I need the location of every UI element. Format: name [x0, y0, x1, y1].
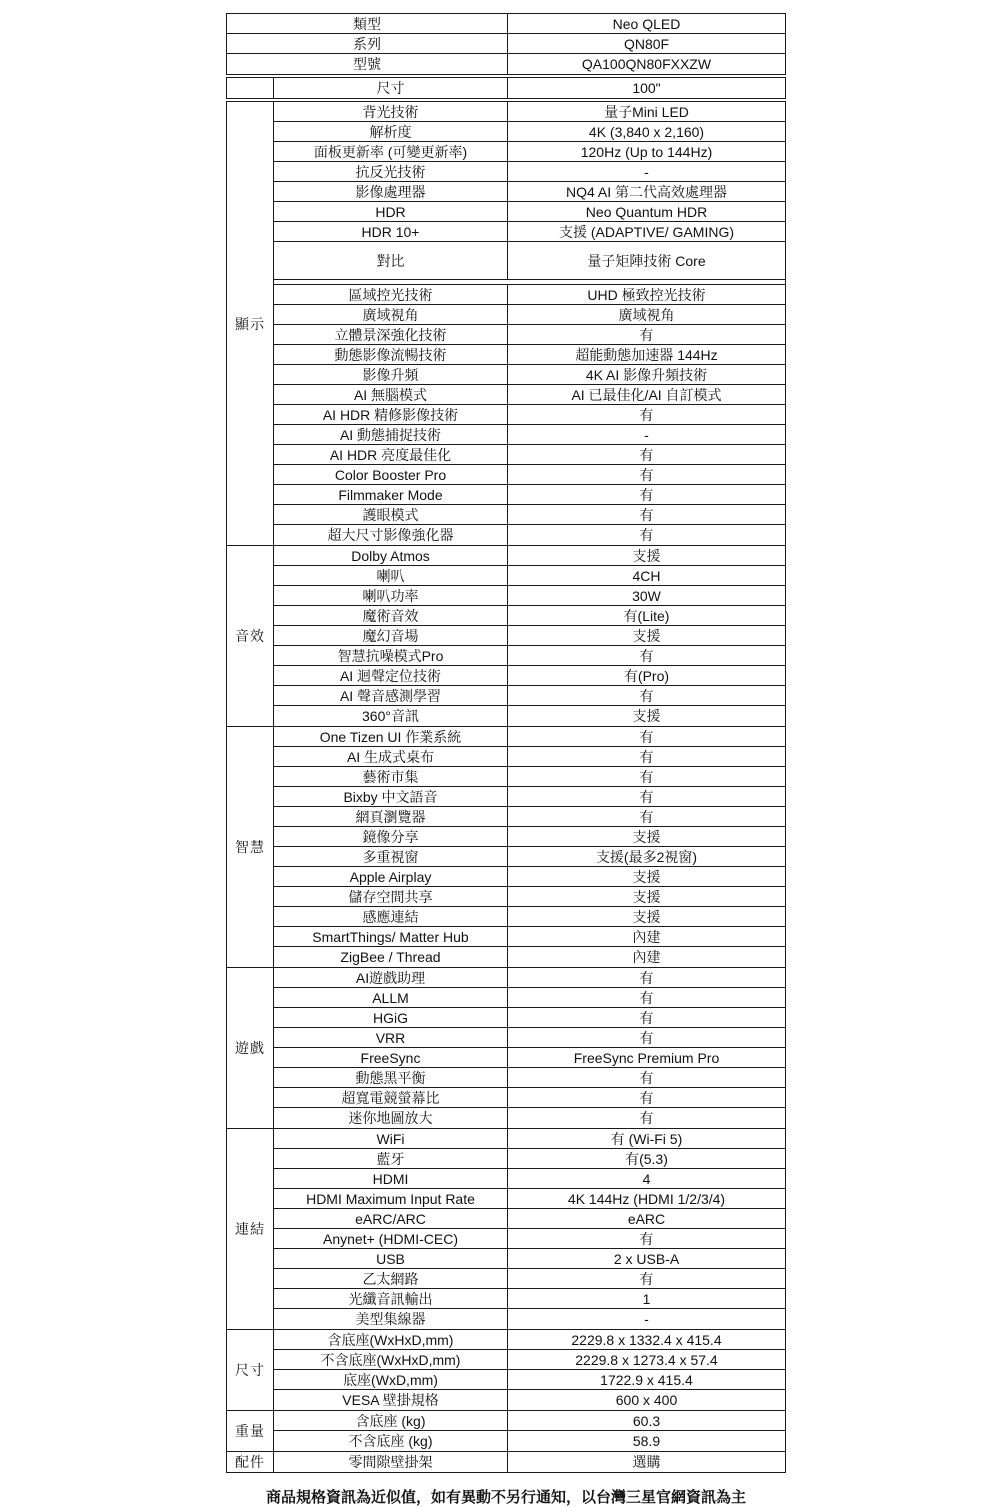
spec-label: 智慧抗噪模式Pro: [274, 646, 508, 665]
spec-row: [274, 1249, 785, 1269]
spec-value: 有: [639, 406, 654, 423]
spec-row: [274, 102, 785, 122]
spec-row: [274, 162, 785, 182]
spec-label: HDR: [274, 202, 508, 221]
spec-value: FreeSync Premium Pro: [573, 1049, 720, 1066]
spec-value: -: [644, 426, 649, 443]
spec-label: 區域控光技術: [274, 285, 508, 304]
spec-value: 58.9: [632, 1433, 661, 1449]
spec-label: eARC/ARC: [274, 1209, 508, 1228]
spec-row: [274, 646, 785, 666]
spec-label: 360°音訊: [274, 706, 508, 726]
spec-label: 型號: [227, 54, 508, 74]
spec-row: [274, 1169, 785, 1189]
spec-row: [274, 445, 785, 465]
spec-row: [274, 727, 785, 747]
spec-label: 不含底座(WxHxD,mm): [274, 1350, 508, 1369]
spec-row: [274, 242, 785, 280]
spec-value: 600 x 400: [615, 1392, 678, 1408]
spec-label: 美型集線器: [274, 1309, 508, 1329]
spec-label: 魔術音效: [274, 606, 508, 625]
spec-label: 乙太網路: [274, 1269, 508, 1288]
spec-row: [274, 385, 785, 405]
spec-label: HGiG: [274, 1008, 508, 1027]
spec-label: One Tizen UI 作業系統: [274, 727, 508, 746]
spec-row: [274, 1431, 785, 1451]
spec-label: 類型: [227, 14, 508, 33]
spec-label: 抗反光技術: [274, 162, 508, 181]
spec-label: 含底座 (kg): [274, 1411, 508, 1430]
spec-label: Filmmaker Mode: [274, 485, 508, 504]
spec-value: 有: [639, 1110, 654, 1126]
spec-row: [274, 1068, 785, 1088]
spec-row: [274, 1189, 785, 1209]
spec-row: [274, 1330, 785, 1350]
section-category: 連結: [227, 1129, 274, 1329]
section-category: 尺寸: [227, 1330, 274, 1410]
spec-label: 多重視窗: [274, 847, 508, 866]
spec-row: [274, 747, 785, 767]
spec-value: 有: [639, 446, 654, 463]
spec-value: 30W: [632, 587, 661, 604]
spec-label: 解析度: [274, 122, 508, 141]
spec-value: 支援: [632, 708, 661, 724]
spec-row: [274, 505, 785, 525]
spec-row: [274, 222, 785, 242]
spec-row: [274, 586, 785, 606]
spec-row: [274, 807, 785, 827]
spec-value: 有: [639, 728, 654, 745]
spec-row: [274, 1048, 785, 1068]
spec-value: 2 x USB-A: [613, 1250, 680, 1267]
spec-row: [274, 78, 785, 98]
section-category: 顯示: [227, 102, 274, 545]
spec-row: [274, 706, 785, 726]
spec-label: 魔幻音場: [274, 626, 508, 645]
spec-label: AI 無腦模式: [274, 385, 508, 404]
section-block: [226, 77, 786, 99]
spec-value: 有: [639, 1029, 654, 1046]
spec-label: 鏡像分享: [274, 827, 508, 846]
section-category: 音效: [227, 546, 274, 726]
spec-value: 有: [639, 808, 654, 825]
section-category: [227, 78, 274, 98]
spec-label: 背光技術: [274, 102, 508, 121]
spec-label: USB: [274, 1249, 508, 1268]
spec-label: FreeSync: [274, 1048, 508, 1067]
section-block: [226, 101, 786, 546]
spec-row: [274, 1108, 785, 1128]
spec-row: [274, 947, 785, 967]
spec-value: 廣域視角: [618, 306, 675, 323]
spec-row: [274, 1229, 785, 1249]
spec-label: WiFi: [274, 1129, 508, 1148]
spec-label: 護眼模式: [274, 505, 508, 524]
spec-value: 有(Lite): [623, 607, 670, 624]
spec-label: 迷你地圖放大: [274, 1108, 508, 1128]
spec-row: [227, 34, 785, 54]
spec-label: 對比: [274, 242, 508, 279]
spec-label: Color Booster Pro: [274, 465, 508, 484]
spec-value: UHD 極致控光技術: [587, 286, 706, 303]
spec-label: HDR 10+: [274, 222, 508, 241]
spec-label: 動態影像流暢技術: [274, 345, 508, 364]
spec-value: 有 (Wi-Fi 5): [610, 1130, 683, 1147]
section-block: [226, 545, 786, 727]
spec-row: [274, 405, 785, 425]
spec-value: 有: [639, 1069, 654, 1086]
spec-row: [274, 1350, 785, 1370]
spec-row: [274, 867, 785, 887]
section-category: 智慧: [227, 727, 274, 967]
spec-value: AI 已最佳化/AI 自訂模式: [571, 386, 722, 403]
spec-row: [274, 847, 785, 867]
spec-value: 有: [639, 326, 654, 343]
spec-table: [226, 13, 786, 1473]
spec-label: 底座(WxD,mm): [274, 1370, 508, 1389]
section-block: [226, 726, 786, 968]
spec-label: 影像升頻: [274, 365, 508, 384]
spec-row: [274, 425, 785, 445]
spec-label: AI 動態捕捉技術: [274, 425, 508, 444]
spec-row: [274, 345, 785, 365]
spec-value: Neo Quantum HDR: [585, 203, 708, 220]
spec-row: [274, 666, 785, 686]
spec-label: VRR: [274, 1028, 508, 1047]
spec-label: AI 迴聲定位技術: [274, 666, 508, 685]
spec-value: 有: [639, 748, 654, 765]
spec-value: 支援: [632, 868, 661, 885]
spec-row: [274, 767, 785, 787]
spec-value: QA100QN80FXXZW: [581, 56, 712, 72]
spec-value: 支援(最多2視窗): [595, 848, 698, 865]
spec-row: [274, 566, 785, 586]
spec-label: 不含底座 (kg): [274, 1431, 508, 1451]
spec-label: 動態黑平衡: [274, 1068, 508, 1087]
spec-value: 選購: [632, 1454, 661, 1470]
spec-value: 100": [632, 80, 661, 96]
model-info-block: [226, 13, 786, 75]
spec-value: 有: [639, 788, 654, 805]
spec-row: [274, 1269, 785, 1289]
spec-row: [274, 1209, 785, 1229]
spec-value: 支援 (ADAPTIVE/ GAMING): [558, 223, 734, 240]
spec-row: [227, 54, 785, 74]
spec-value: 120Hz (Up to 144Hz): [580, 143, 713, 160]
spec-label: AI遊戲助理: [274, 968, 508, 987]
spec-row: [274, 1411, 785, 1431]
spec-label: 喇叭: [274, 566, 508, 585]
spec-label: HDMI: [274, 1169, 508, 1188]
spec-label: ALLM: [274, 988, 508, 1007]
spec-row: [274, 626, 785, 646]
spec-label: 儲存空間共享: [274, 887, 508, 906]
spec-value: QN80F: [623, 35, 670, 52]
spec-row: [274, 1309, 785, 1329]
spec-value: 有: [639, 506, 654, 523]
spec-row: [274, 968, 785, 988]
spec-value: Neo QLED: [612, 15, 681, 32]
spec-value: 2229.8 x 1332.4 x 415.4: [571, 1331, 722, 1348]
spec-value: 有: [639, 466, 654, 483]
spec-row: [274, 1129, 785, 1149]
spec-label: 光纖音訊輸出: [274, 1289, 508, 1308]
spec-label: SmartThings/ Matter Hub: [274, 927, 508, 946]
spec-row: [274, 546, 785, 566]
spec-value: 量子矩陣技術 Core: [587, 252, 706, 269]
section-block: [226, 1329, 786, 1411]
spec-value: 4K 144Hz (HDMI 1/2/3/4): [567, 1190, 726, 1207]
spec-sheet: [226, 14, 786, 1507]
spec-label: 藍牙: [274, 1149, 508, 1168]
spec-value: 1722.9 x 415.4: [600, 1371, 693, 1388]
spec-value: 支援: [632, 627, 661, 644]
spec-value: 有: [639, 1230, 654, 1247]
spec-row: [274, 1370, 785, 1390]
footer-note: 商品規格資訊為近似值，如有異動不另行通知，以台灣三星官網資訊為主: [265, 1489, 746, 1506]
section-category: 配件: [227, 1452, 274, 1472]
spec-value: 4: [642, 1170, 651, 1187]
section-block: [226, 1410, 786, 1452]
spec-row: [274, 907, 785, 927]
spec-value: 有: [639, 647, 654, 664]
spec-label: 立體景深強化技術: [274, 325, 508, 344]
spec-row: [274, 887, 785, 907]
spec-label: 藝術市集: [274, 767, 508, 786]
spec-value: 有: [639, 527, 654, 543]
spec-value: eARC: [627, 1210, 666, 1227]
spec-row: [274, 525, 785, 545]
spec-row: [274, 122, 785, 142]
spec-value: 支援: [632, 547, 661, 564]
spec-row: [227, 14, 785, 34]
spec-row: [274, 485, 785, 505]
spec-row: [274, 1149, 785, 1169]
spec-label: Apple Airplay: [274, 867, 508, 886]
spec-row: [274, 927, 785, 947]
spec-row: [274, 1289, 785, 1309]
spec-value: 有: [639, 969, 654, 986]
spec-value: 4K (3,840 x 2,160): [588, 123, 705, 140]
spec-label: Bixby 中文語音: [274, 787, 508, 806]
spec-value: 有: [639, 768, 654, 785]
section-block: [226, 1451, 786, 1473]
spec-label: 廣域視角: [274, 305, 508, 324]
spec-row: [274, 1390, 785, 1410]
spec-label: 感應連結: [274, 907, 508, 926]
section-block: [226, 1128, 786, 1330]
spec-label: 喇叭功率: [274, 586, 508, 605]
spec-label: 超寬電競螢幕比: [274, 1088, 508, 1107]
spec-label: AI 生成式桌布: [274, 747, 508, 766]
spec-row: [274, 284, 785, 305]
spec-value: 有(Pro): [623, 667, 670, 684]
spec-value: 有: [639, 1270, 654, 1287]
spec-row: [274, 827, 785, 847]
spec-value: 有(5.3): [625, 1150, 668, 1167]
spec-row: [274, 325, 785, 345]
spec-label: 含底座(WxHxD,mm): [274, 1330, 508, 1349]
spec-label: 面板更新率 (可變更新率): [274, 142, 508, 161]
spec-label: AI HDR 亮度最佳化: [274, 445, 508, 464]
spec-value: 內建: [632, 949, 661, 965]
spec-row: [274, 202, 785, 222]
spec-value: -: [644, 163, 649, 180]
spec-value: 4CH: [632, 567, 661, 584]
spec-value: 有: [639, 1089, 654, 1106]
section-category: 重量: [227, 1411, 274, 1451]
spec-label: HDMI Maximum Input Rate: [274, 1189, 508, 1208]
spec-value: 有: [639, 989, 654, 1006]
spec-label: 零間隙壁掛架: [274, 1452, 508, 1472]
section-category: 遊戲: [227, 968, 274, 1128]
spec-row: [274, 305, 785, 325]
spec-row: [274, 787, 785, 807]
spec-label: Anynet+ (HDMI-CEC): [274, 1229, 508, 1248]
spec-value: 支援: [632, 908, 661, 925]
spec-label: 影像處理器: [274, 182, 508, 201]
spec-value: -: [644, 1311, 649, 1327]
spec-row: [274, 465, 785, 485]
spec-value: 支援: [632, 828, 661, 845]
spec-label: 系列: [227, 34, 508, 53]
spec-row: [274, 142, 785, 162]
spec-label: 尺寸: [274, 78, 508, 98]
spec-value: 2229.8 x 1273.4 x 57.4: [575, 1351, 718, 1368]
spec-value: 支援: [632, 888, 661, 905]
spec-row: [274, 988, 785, 1008]
spec-value: 量子Mini LED: [604, 103, 689, 120]
spec-row: [274, 365, 785, 385]
spec-label: ZigBee / Thread: [274, 947, 508, 967]
spec-row: [274, 686, 785, 706]
spec-label: AI HDR 精修影像技術: [274, 405, 508, 424]
spec-row: [274, 1028, 785, 1048]
spec-label: Dolby Atmos: [274, 546, 508, 565]
spec-value: 有: [639, 1009, 654, 1026]
spec-label: VESA 壁掛規格: [274, 1390, 508, 1410]
spec-row: [274, 1008, 785, 1028]
spec-value: 1: [642, 1290, 651, 1307]
spec-row: [274, 606, 785, 626]
spec-value: NQ4 AI 第二代高效處理器: [565, 183, 728, 200]
spec-value: 內建: [632, 928, 661, 945]
spec-row: [274, 1088, 785, 1108]
spec-label: 網頁瀏覽器: [274, 807, 508, 826]
spec-row: [274, 1452, 785, 1472]
spec-label: 超大尺寸影像強化器: [274, 525, 508, 545]
spec-value: 有: [639, 687, 654, 704]
spec-value: 60.3: [632, 1412, 661, 1429]
spec-value: 4K AI 影像升頻技術: [585, 366, 708, 383]
spec-value: 超能動態加速器 144Hz: [575, 346, 718, 363]
spec-row: [274, 182, 785, 202]
spec-label: AI 聲音感測學習: [274, 686, 508, 705]
spec-value: 有: [639, 486, 654, 503]
section-block: [226, 967, 786, 1129]
